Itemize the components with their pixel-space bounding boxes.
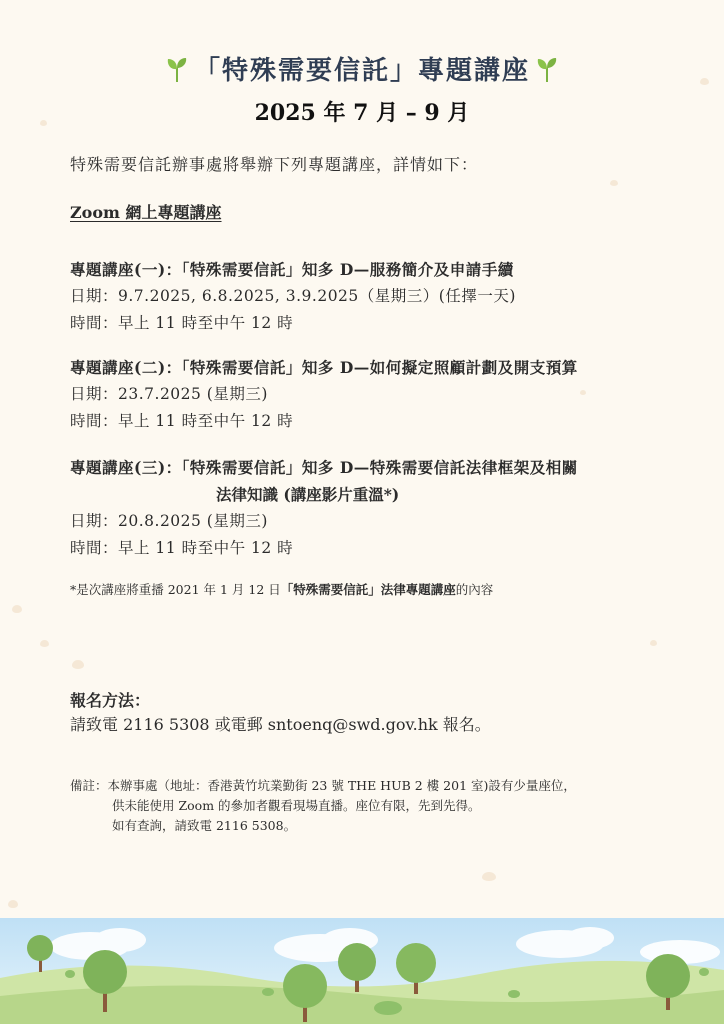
page-title-row	[0, 50, 724, 89]
section-heading: Zoom 網上專題講座	[70, 203, 222, 222]
date-range: 2025 年 7 月 – 9 月	[254, 100, 470, 126]
lecture-date: 日期：9.7.2025, 6.8.2025, 3.9.2025（星期三）(任擇一天)	[70, 287, 516, 305]
lecture-date: 日期：23.7.2025 (星期三)	[70, 385, 268, 403]
petal-decoration	[72, 660, 84, 669]
lecture-title-continued: 法律知識 (講座影片重溫*)	[216, 485, 400, 504]
remarks-line: 供未能使用 Zoom 的參加者觀看現場直播。座位有限，先到先得。	[112, 798, 481, 813]
registration-text: 請致電 2116 5308 或電郵 sntoenq@swd.gov.hk 報名。	[70, 715, 491, 734]
lecture-title: 專題講座(二)：「特殊需要信託」知多 D—如何擬定照顧計劃及開支預算	[70, 358, 578, 377]
sprout-icon	[536, 56, 558, 89]
footnote-bold: 「特殊需要信託」法律專題講座	[280, 582, 456, 597]
petal-decoration	[482, 872, 496, 881]
footnote-suffix: 的內容	[455, 582, 494, 597]
petal-decoration	[650, 640, 657, 646]
lecture-title: 專題講座(一)：「特殊需要信託」知多 D—服務簡介及申請手續	[70, 260, 514, 279]
lecture-date: 日期：20.8.2025 (星期三)	[70, 512, 268, 530]
registration-heading: 報名方法：	[70, 691, 151, 710]
landscape-illustration	[0, 918, 724, 1024]
lecture-time: 時間：早上 11 時至中午 12 時	[70, 314, 294, 332]
remarks-line: 如有查詢，請致電 2116 5308。	[112, 818, 297, 833]
footnote-prefix: *是次講座將重播 2021 年 1 月 12 日	[70, 582, 281, 597]
lecture-title: 專題講座(三)：「特殊需要信託」知多 D—特殊需要信託法律框架及相關	[70, 458, 578, 477]
remarks-line: 備註：本辦事處（地址：香港黃竹坑業勤街 23 號 THE HUB 2 樓 201 室)設有少量座位，	[70, 778, 576, 793]
petal-decoration	[610, 180, 618, 186]
petal-decoration	[12, 605, 22, 613]
page-title: 「特殊需要信託」專題講座	[193, 56, 530, 86]
lecture-block	[70, 256, 670, 337]
lecture-time: 時間：早上 11 時至中午 12 時	[70, 539, 294, 557]
lecture-block	[70, 454, 670, 562]
intro-text: 特殊需要信託辦事處將舉辦下列專題講座，詳情如下：	[70, 155, 479, 174]
petal-decoration	[8, 900, 18, 908]
remarks	[70, 776, 576, 836]
lecture-time: 時間：早上 11 時至中午 12 時	[70, 412, 294, 430]
footnote	[70, 580, 493, 598]
sprout-icon	[166, 56, 188, 89]
petal-decoration	[40, 640, 49, 647]
lecture-block	[70, 354, 670, 435]
